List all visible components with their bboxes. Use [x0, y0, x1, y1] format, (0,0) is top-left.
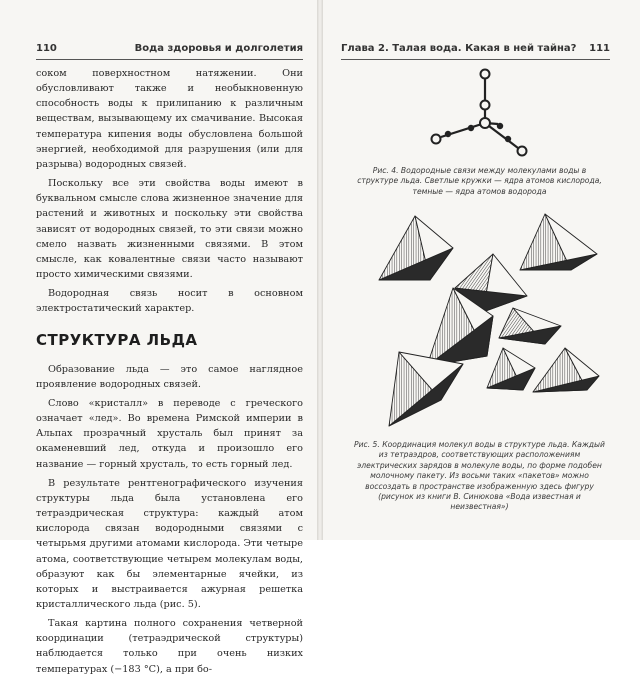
- tetrahedron: [533, 348, 599, 392]
- oxygen-atom: [481, 70, 490, 79]
- right-running-head: [341, 43, 610, 57]
- tetrahedron: [379, 216, 453, 280]
- oxygen-atom: [480, 118, 490, 128]
- tetrahedra-coordination-diagram: [375, 208, 600, 433]
- paragraph: В результате рентгенографического изучения структуры льда была установлена его тетраэдрическая структура: каждый атом кислорода связан водородными связями с четырьмя другими атомами кислорода. Эти четыре атома, соответствующие четырем молекулам воды, образуют как бы элементарные ячейки, из которых и выстраивается ажурная решетка кристаллического льда (рис. 5).: [36, 477, 303, 610]
- hydrogen-atom: [468, 125, 474, 131]
- tetrahedron: [499, 308, 561, 344]
- hydrogen-bond-diagram: [418, 64, 538, 160]
- hydrogen-atom: [445, 131, 451, 137]
- figure-4-label: Рис. 4.: [372, 166, 399, 175]
- paragraph: Такая картина полного сохранения четверной координации (тетраэдрической структуры) наблюдается только при очень низких температурах (−183 °С), а при бо-: [36, 618, 303, 675]
- left-running-title: Вода здоровья и долголетия: [134, 43, 303, 54]
- left-page-number: 110: [36, 43, 57, 54]
- left-running-head: [36, 43, 303, 57]
- left-header-rule: [36, 59, 303, 60]
- left-body-text: [36, 66, 303, 681]
- oxygen-atom: [481, 101, 490, 110]
- paragraph: Поскольку все эти свойства воды имеют в буквальном смысле слова жизненное значение для растений и животных и поскольку эти свойства зависят от водородных связей, то эти связи можно смело назвать жизненными связями. В этом смысле, как ковалентные связи часто называют просто химическими связями.: [36, 178, 303, 281]
- paragraph: Образование льда — это самое наглядное проявление водородных связей.: [36, 363, 303, 390]
- right-running-title: Глава 2. Талая вода. Какая в ней тайна?: [341, 43, 577, 54]
- paragraph: Слово «кристалл» в переводе с греческого означает «лед». Во времена Римской империи в Альпах прозрачный хрусталь был принят за окаменевший лед, откуда и произошло его название — горный хрусталь, то есть горный лед.: [36, 397, 303, 470]
- left-page: [0, 0, 317, 675]
- figure-4-caption: [353, 166, 606, 197]
- oxygen-atom: [518, 147, 527, 156]
- paragraph: Водородная связь носит в основном электростатический характер.: [36, 288, 303, 315]
- section-heading: СТРУКТУРА ЛЬДА: [36, 330, 198, 349]
- figure-5-caption: [353, 440, 606, 513]
- right-page-number: 111: [589, 43, 610, 54]
- tetrahedron: [487, 348, 535, 390]
- right-header-rule: [341, 59, 610, 60]
- figure-5-caption-text: Координация молекул воды в структуре льда. Каждый из тетраэдров, соответствующих расположениям электрических зарядов в молекуле воды, по форме подобен молочному пакету. Из восьми таких «пакетов» можно воссоздать в пространстве изображенную здесь фигуру (рисунок из книги В. Синюкова «Вода известная и неизвестная»): [357, 440, 605, 512]
- figure-4-caption-text: Водородные связи между молекулами воды в структуре льда. Светлые кружки — ядра атомов кислорода, темные — ядра атомов водорода: [357, 166, 602, 196]
- paragraph: соком поверхностном натяжении. Они обусловливают также и необыкновенную способность воды к прилипанию к различным веществам, вызывающему их смачивание. Высокая температура кипения воды обусловлена большой энергией, необходимой для разрушения (или для разрыва) водородных связей.: [36, 68, 303, 170]
- hydrogen-atom: [505, 136, 511, 142]
- figure-5-label: Рис. 5.: [354, 440, 380, 449]
- tetrahedron: [389, 352, 463, 426]
- oxygen-atom: [432, 135, 441, 144]
- tetrahedron: [520, 214, 597, 270]
- right-page: [323, 0, 640, 540]
- hydrogen-atom: [497, 123, 503, 129]
